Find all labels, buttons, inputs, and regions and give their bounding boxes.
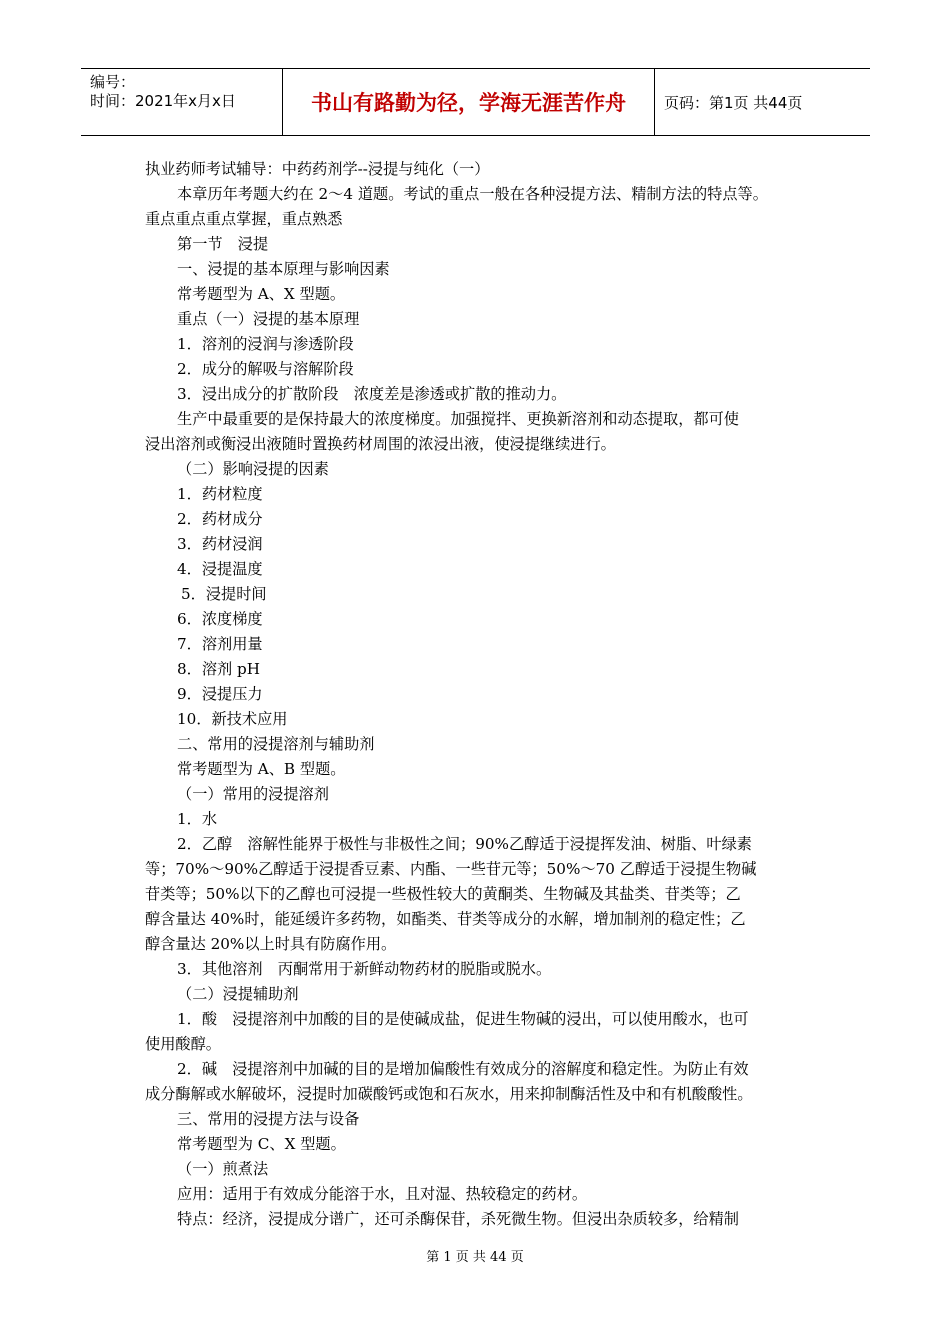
subsection-heading: 二、常用的浸提溶剂与辅助剂: [177, 735, 375, 753]
list-item: 1．酸 浸提溶剂中加酸的目的是使碱成盐，促进生物碱的浸出，可以使用酸水，也可: [177, 1010, 749, 1028]
text-line: 等；70%～90%乙醇适于浸提香豆素、内酯、一些苷元等；50%～70 乙醇适于浸提生物碱: [145, 860, 757, 878]
text-line: 常考题型为 A、X 型题。: [177, 285, 346, 303]
list-item: 3．浸出成分的扩散阶段 浓度差是渗透或扩散的推动力。: [177, 385, 567, 403]
header-meta: [81, 69, 282, 135]
header-motto: 书山有路勤为径，学海无涯苦作舟: [311, 91, 626, 115]
list-item: 2．药材成分: [177, 510, 263, 528]
header-time: 时间：2021年x月x日: [90, 92, 236, 110]
header-motto-cell: [282, 69, 655, 135]
list-item: 2．成分的解吸与溶解阶段: [177, 360, 354, 378]
list-item: 3．药材浸润: [177, 535, 263, 553]
subsection-heading: 一、浸提的基本原理与影响因素: [177, 260, 390, 278]
list-item: 6．浓度梯度: [177, 610, 263, 628]
subsection-heading: （二）浸提辅助剂: [177, 985, 299, 1003]
header-number-label: 编号：: [90, 73, 136, 91]
text-line: 特点：经济，浸提成分谱广，还可杀酶保苷，杀死微生物。但浸出杂质较多，给精制: [177, 1210, 739, 1228]
text-line: 本章历年考题大约在 2～4 道题。考试的重点一般在各种浸提方法、精制方法的特点等。: [177, 185, 768, 203]
list-item: 7．溶剂用量: [177, 635, 263, 653]
list-item: 1．药材粒度: [177, 485, 263, 503]
list-item: 9．浸提压力: [177, 685, 263, 703]
text-line: 重点重点重点掌握，重点熟悉: [145, 210, 343, 228]
text-line: 成分酶解或水解破坏，浸提时加碳酸钙或饱和石灰水，用来抑制酶活性及中和有机酸酸性。: [145, 1085, 753, 1103]
list-item: 3．其他溶剂 丙酮常用于新鲜动物药材的脱脂或脱水。: [177, 960, 552, 978]
list-item: 2．乙醇 溶解性能界于极性与非极性之间；90%乙醇适于浸提挥发油、树脂、叶绿素: [177, 835, 752, 853]
doc-title: 执业药师考试辅导：中药药剂学--浸提与纯化（一）: [145, 160, 490, 178]
document-body: [145, 157, 817, 1232]
list-item: 10．新技术应用: [177, 710, 288, 728]
text-line: 生产中最重要的是保持最大的浓度梯度。加强搅拌、更换新溶剂和动态提取，都可使: [177, 410, 739, 428]
list-item: 1．水: [177, 810, 218, 828]
text-line: 醇含量达 40%时，能延缓许多药物，如酯类、苷类等成分的水解，增加制剂的稳定性；乙: [145, 910, 746, 928]
text-line: 常考题型为 C、X 型题。: [177, 1135, 346, 1153]
list-item: 4．浸提温度: [177, 560, 263, 578]
subsection-heading: （一）煎煮法: [177, 1160, 269, 1178]
section-heading: 第一节 浸提: [177, 235, 269, 253]
list-item: 5．浸提时间: [181, 585, 267, 603]
text-line: 常考题型为 A、B 型题。: [177, 760, 346, 778]
text-line: 应用：适用于有效成分能溶于水，且对湿、热较稳定的药材。: [177, 1185, 588, 1203]
subsection-heading: （一）常用的浸提溶剂: [177, 785, 329, 803]
text-line: 苷类等；50%以下的乙醇也可浸提一些极性较大的黄酮类、生物碱及其盐类、苷类等；乙: [145, 885, 741, 903]
list-item: 1．溶剂的浸润与渗透阶段: [177, 335, 354, 353]
subsection-heading: 重点（一）浸提的基本原理: [177, 310, 360, 328]
list-item: 2．碱 浸提溶剂中加碱的目的是增加偏酸性有效成分的溶解度和稳定性。为防止有效: [177, 1060, 749, 1078]
subsection-heading: 三、常用的浸提方法与设备: [177, 1110, 360, 1128]
text-line: 浸出溶剂或衡浸出液随时置换药材周围的浓浸出液，使浸提继续进行。: [145, 435, 616, 453]
list-item: 8．溶剂 pH: [177, 660, 261, 678]
text-line: 使用酸醇。: [145, 1035, 221, 1053]
page-footer: 第 1 页 共 44 页: [426, 1250, 524, 1265]
header-page-info: 页码：第1页 共44页: [664, 93, 803, 112]
subsection-heading: （二）影响浸提的因素: [177, 460, 329, 478]
page-header: [81, 68, 870, 136]
text-line: 醇含量达 20%以上时具有防腐作用。: [145, 935, 397, 953]
